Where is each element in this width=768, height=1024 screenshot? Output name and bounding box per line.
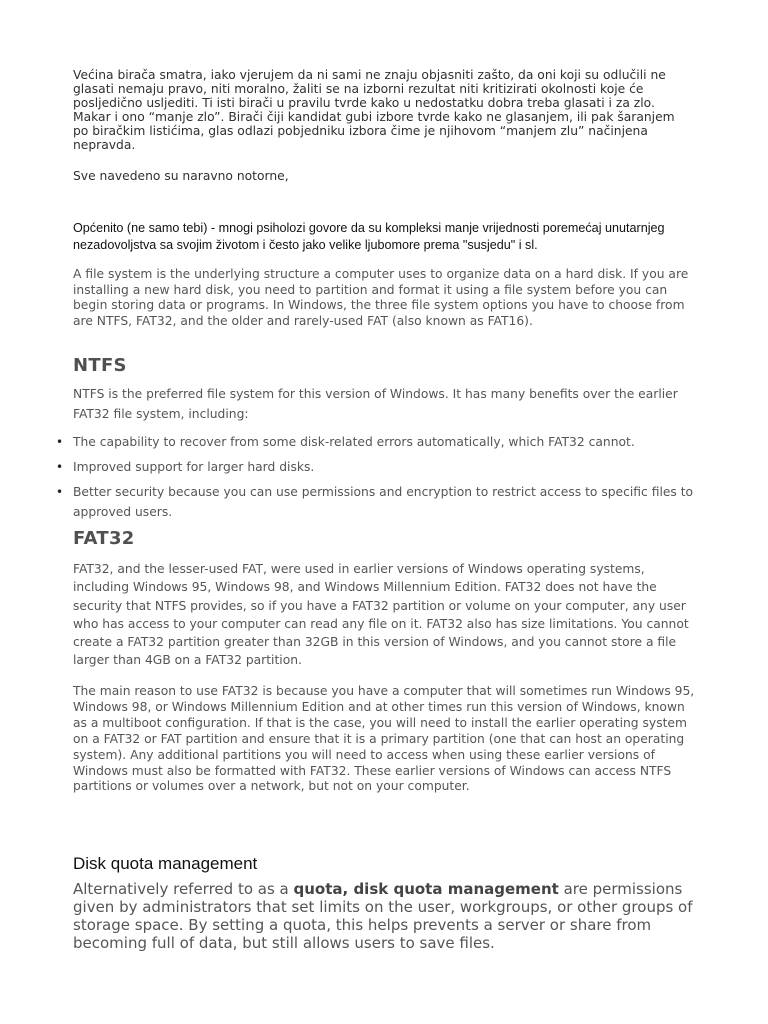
list-item-text: The capability to recover from some disk-related errors automatically, which FAT32 cannot.: [73, 435, 635, 449]
disk-quota-term: quota, disk quota management: [293, 880, 559, 898]
disk-quota-heading: Disk quota management: [73, 854, 258, 873]
disk-quota-paragraph: [73, 880, 698, 952]
fat32-paragraph-2: The main reason to use FAT32 is because you have a computer that will sometimes run Windows 95, Windows 98, or Windows Millennium Edition and at other times run this version of Windows, known as a multiboot configuration. If that is the case, you will need to install the earlier operating system on a FAT32 or FAT partition and ensure that it is a primary partition (one that can host an operating system). Any additional partitions you will need to access when using these earlier versions of Windows must also be formatted with FAT32. These earlier versions of Windows can access NTFS partitions or volumes over a network, but not on your computer.: [73, 684, 695, 794]
list-item: [56, 457, 696, 477]
croatian-paragraph-1: Većina birača smatra, iako vjerujem da ni sami ne znaju objasniti zašto, da oni koji su odlučili ne glasati nemaju pravo, niti moralno, žaliti se na izborni rezultat niti kritizirati okolnosti koje će posljedično usljediti. Ti isti birači u pravilu tvrde kako u nedostatku dobra treba glasati i za zlo. Makar i ono “manje zlo”. Birači čiji kandidat gubi izbore tvrde kako ne glasanjem, ili pak šaranjem po biračkim listićima, glas odlazi pobjedniku izbora čime je njihovom “manjem zlu” načinjena nepravda.: [73, 68, 675, 152]
bullet-icon: •: [56, 435, 64, 449]
disk-quota-text-prefix: Alternatively referred to as a: [73, 880, 294, 898]
file-system-intro: A file system is the underlying structure a computer uses to organize data on a hard disk. If you are installing a new hard disk, you need to partition and format it using a file system before you can begin storing data or programs. In Windows, the three file system options you have to choose from are NTFS, FAT32, and the older and rarely-used FAT (also known as FAT16).: [73, 267, 689, 328]
ntfs-paragraph: NTFS is the preferred file system for this version of Windows. It has many benefits over the earlier FAT32 file system, including:: [73, 387, 678, 421]
list-item-text: Better security because you can use permissions and encryption to restrict access to specific files to approved users.: [73, 485, 694, 519]
fat32-paragraph-1: FAT32, and the lesser-used FAT, were used in earlier versions of Windows operating systems, including Windows 95, Windows 98, and Windows Millennium Edition. FAT32 does not have the security that NTFS provides, so if you have a FAT32 partition or volume on your computer, any user who has access to your computer can read any file on it. FAT32 also has size limitations. You cannot create a FAT32 partition greater than 32GB in this version of Windows, and you cannot store a file larger than 4GB on a FAT32 partition.: [73, 562, 689, 668]
list-item: [56, 482, 696, 522]
croatian-paragraph-3: Općenito (ne samo tebi) - mnogi psiholozi govore da su kompleksi manje vrijednosti poremećaj unutarnjeg nezadovoljstva sa svojim životom i često jako velike ljubomore prema "susjedu" i sl.: [73, 221, 665, 252]
disk-quota-text-suffix: are permissions given by administrators that set limits on the user, workgroups, or other groups of storage space. By setting a quota, this helps prevents a server or share from becoming full of data, but still allows users to save files.: [73, 880, 693, 952]
list-item-text: Improved support for larger hard disks.: [73, 460, 315, 474]
ntfs-heading: NTFS: [73, 355, 127, 376]
fat32-heading: FAT32: [73, 528, 135, 549]
list-item: [56, 432, 696, 452]
bullet-icon: •: [56, 485, 64, 499]
bullet-icon: •: [56, 460, 64, 474]
ntfs-benefits-list: [56, 432, 696, 527]
croatian-paragraph-2: Sve navedeno su naravno notorne,: [73, 169, 289, 183]
